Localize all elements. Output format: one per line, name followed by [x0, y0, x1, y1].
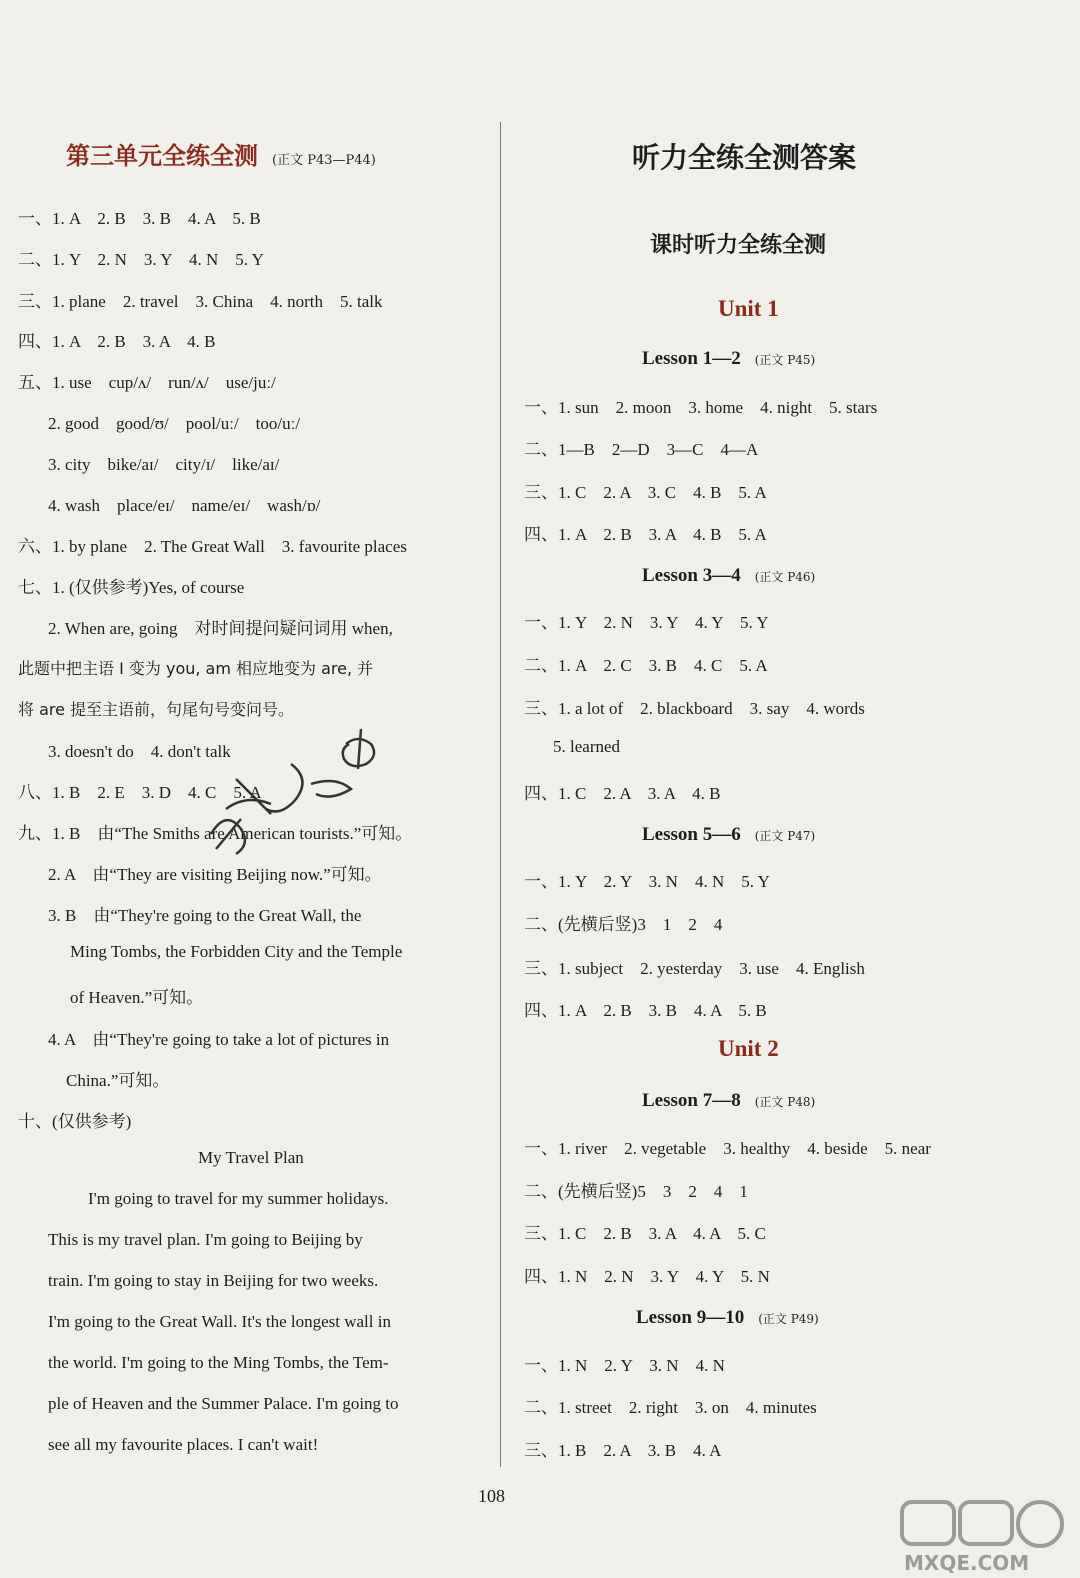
answer-line: 3. city bike/aɪ/ city/ɪ/ like/aɪ/	[48, 455, 280, 474]
lesson-heading	[642, 565, 815, 587]
answer-line: 四、1. C 2. A 3. A 4. B	[524, 784, 721, 803]
lesson-ref: (正文 P47)	[754, 829, 816, 843]
column-divider	[500, 122, 501, 1467]
lesson-heading	[642, 348, 815, 370]
answer-line: 2. When are, going 对时间提问疑问词用 when,	[48, 619, 393, 638]
answer-line: 九、1. B 由“The Smiths are American tourists.”可知。	[18, 824, 413, 843]
answer-line: 3. doesn't do 4. don't talk	[48, 742, 231, 761]
answer-line: China.”可知。	[66, 1071, 170, 1090]
section-title-text: 第三单元全练全测	[66, 142, 258, 170]
answer-line: 三、1. subject 2. yesterday 3. use 4. English	[524, 959, 865, 978]
answer-line: 4. wash place/eɪ/ name/eɪ/ wash/ɒ/	[48, 496, 321, 515]
unit-heading-2: Unit 2	[718, 1036, 779, 1061]
answer-line: 二、1. street 2. right 3. on 4. minutes	[524, 1398, 817, 1417]
essay-line: the world. I'm going to the Ming Tombs, the Tem-	[48, 1353, 389, 1372]
essay-line: train. I'm going to stay in Beijing for two weeks.	[48, 1271, 379, 1290]
answer-line: 四、1. A 2. B 3. B 4. A 5. B	[524, 1001, 767, 1020]
answer-line: 二、1—B 2—D 3—C 4—A	[524, 440, 759, 459]
answer-line: 一、1. river 2. vegetable 3. healthy 4. beside 5. near	[524, 1139, 931, 1158]
section-title-ref: (正文 P43—P44)	[272, 153, 376, 168]
answer-line: 此题中把主语 I 变为 you, am 相应地变为 are, 并	[18, 659, 374, 678]
answer-line: 十、(仅供参考)	[18, 1112, 132, 1131]
answer-line: 八、1. B 2. E 3. D 4. C 5. A	[18, 783, 262, 802]
answer-line: 5. learned	[553, 737, 621, 756]
answer-line: 四、1. A 2. B 3. A 4. B 5. A	[524, 525, 767, 544]
essay-line: This is my travel plan. I'm going to Beijing by	[48, 1230, 363, 1249]
answer-line: 一、1. A 2. B 3. B 4. A 5. B	[18, 209, 261, 228]
answer-line: 4. A 由“They're going to take a lot of pictures in	[48, 1030, 390, 1049]
answer-line: 六、1. by plane 2. The Great Wall 3. favourite places	[18, 537, 407, 556]
answer-line: of Heaven.”可知。	[70, 988, 204, 1007]
answer-line: 2. good good/ʊ/ pool/uː/ too/uː/	[48, 414, 301, 433]
lesson-heading	[642, 1090, 815, 1112]
answer-line: 一、1. sun 2. moon 3. home 4. night 5. stars	[524, 398, 878, 417]
answer-line: 二、1. Y 2. N 3. Y 4. N 5. Y	[18, 250, 264, 269]
essay-line: see all my favourite places. I can't wait!	[48, 1435, 319, 1454]
essay-title: My Travel Plan	[198, 1148, 304, 1167]
answer-line: 一、1. N 2. Y 3. N 4. N	[524, 1356, 725, 1375]
lesson-ref: (正文 P48)	[754, 1095, 816, 1109]
section-title	[66, 136, 376, 171]
lesson-heading	[642, 824, 815, 846]
sub-title: 课时听力全练全测	[650, 233, 827, 258]
lesson-ref: (正文 P49)	[758, 1312, 819, 1326]
lesson-name: Lesson 7—8	[642, 1090, 741, 1111]
answer-line: 一、1. Y 2. Y 3. N 4. N 5. Y	[524, 872, 770, 891]
answer-line: 三、1. C 2. B 3. A 4. A 5. C	[524, 1224, 766, 1243]
lesson-name: Lesson 5—6	[642, 824, 741, 845]
answer-line: 将 are 提至主语前，句尾句号变问号。	[18, 700, 295, 719]
unit-heading-1: Unit 1	[718, 296, 779, 321]
answer-line: 五、1. use cup/ʌ/ run/ʌ/ use/juː/	[18, 373, 276, 392]
essay-line: I'm going to the Great Wall. It's the longest wall in	[48, 1312, 391, 1331]
page-number: 108	[478, 1486, 505, 1506]
lesson-name: Lesson 1—2	[642, 348, 741, 369]
essay-line: I'm going to travel for my summer holidays.	[88, 1189, 389, 1208]
lesson-ref: (正文 P46)	[754, 570, 816, 584]
answer-line: 3. B 由“They're going to the Great Wall, the	[48, 906, 362, 925]
answer-line: 三、1. a lot of 2. blackboard 3. say 4. words	[524, 699, 865, 718]
answer-line: Ming Tombs, the Forbidden City and the Temple	[70, 942, 403, 961]
lesson-name: Lesson 9—10	[636, 1307, 745, 1328]
answer-line: 四、1. A 2. B 3. A 4. B	[18, 332, 216, 351]
answer-line: 七、1. (仅供参考)Yes, of course	[18, 578, 245, 597]
answer-line: 三、1. C 2. A 3. C 4. B 5. A	[524, 483, 767, 502]
answer-line: 2. A 由“They are visiting Beijing now.”可知。	[48, 865, 382, 884]
handwriting-scribble	[196, 724, 406, 874]
answer-line: 四、1. N 2. N 3. Y 4. Y 5. N	[524, 1267, 770, 1286]
answer-line: 一、1. Y 2. N 3. Y 4. Y 5. Y	[524, 613, 769, 632]
lesson-name: Lesson 3—4	[642, 565, 741, 586]
answer-line: 三、1. plane 2. travel 3. China 4. north 5. talk	[18, 292, 383, 311]
lesson-ref: (正文 P45)	[754, 353, 816, 367]
main-title: 听力全练全测答案	[632, 141, 857, 174]
answer-line: 三、1. B 2. A 3. B 4. A	[524, 1441, 722, 1460]
watermark-logo	[900, 1500, 1075, 1575]
answer-line: 二、(先横后竖)5 3 2 4 1	[524, 1182, 748, 1201]
answer-line: 二、1. A 2. C 3. B 4. C 5. A	[524, 656, 768, 675]
lesson-heading	[636, 1307, 819, 1329]
watermark-text: MXQE.COM	[904, 1551, 1030, 1575]
answer-line: 二、(先横后竖)3 1 2 4	[524, 915, 723, 934]
essay-line: ple of Heaven and the Summer Palace. I'm going to	[48, 1394, 399, 1413]
